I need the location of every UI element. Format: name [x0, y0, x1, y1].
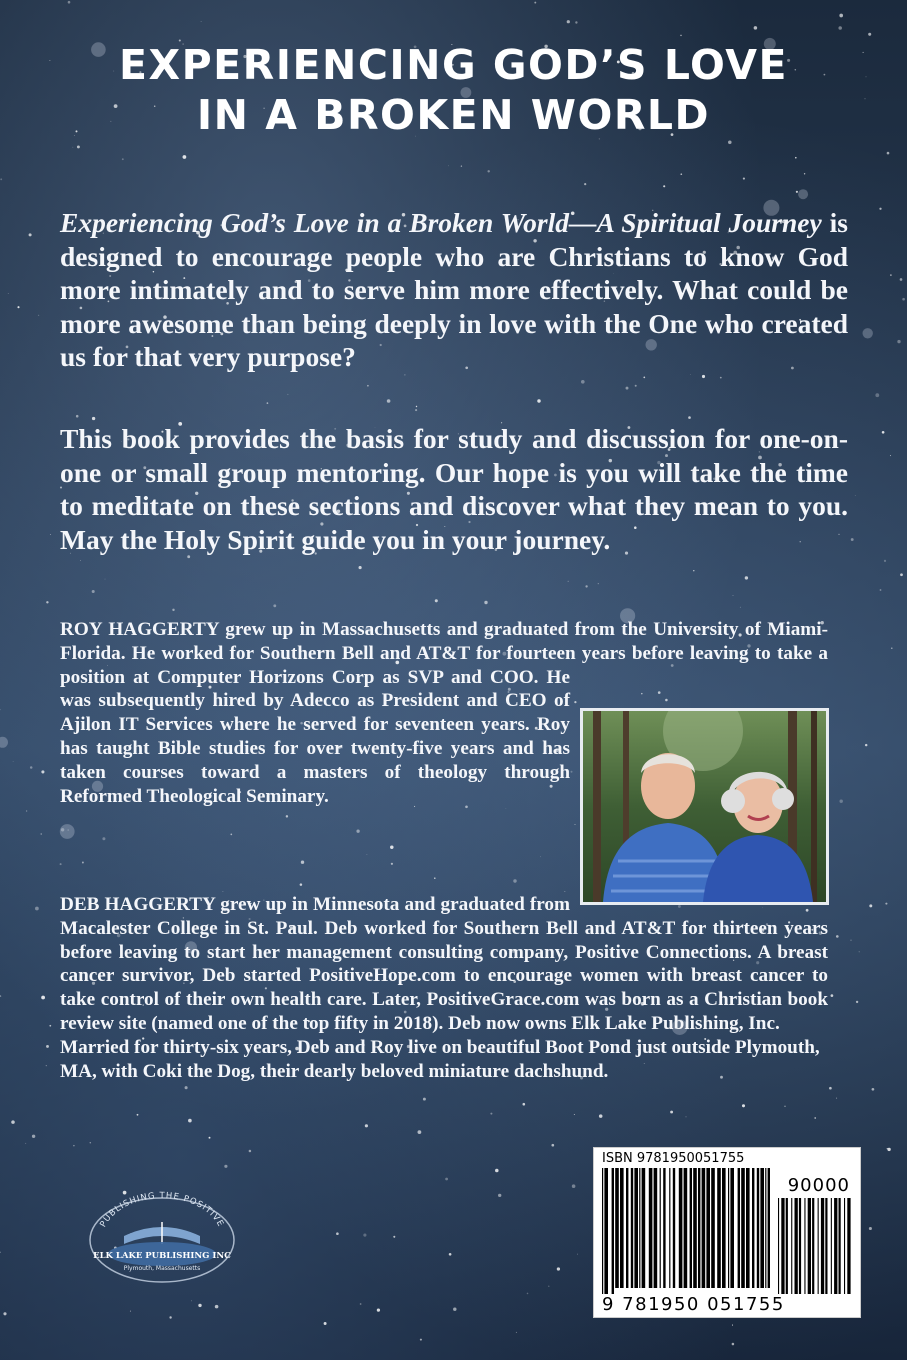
married-text: Married for thirty-six years, Deb and Roy live on beautiful Boot Pond just outside Plymouth, MA, with Coki the Dog, their dearly beloved miniature dachshund.	[60, 1036, 820, 1082]
blurb-book-title: Experiencing God’s Love in a Broken World—A Spiritual Journey	[60, 207, 822, 238]
blurb-paragraph-1	[60, 206, 848, 374]
deb-bio-block	[60, 893, 828, 1083]
barcode-bars	[602, 1168, 770, 1294]
book-title	[0, 40, 907, 140]
logo-name: ELK LAKE PUBLISHING INC	[93, 1251, 231, 1261]
deb-bio: DEB HAGGERTY grew up in Minnesota and graduated from Macalester College in St. Paul. Deb worked for Southern Bell and AT&T for thirteen years before leaving to start her management consulting company, Positive Connections. A breast cancer survivor, Deb started PositiveHope.com to encourage women with breast cancer to take control of their own health care. Later, PositiveGrace.com was born as a Christian book review site (named one of the top fifty in 2018). Deb now owns Elk Lake Publishing, Inc.	[60, 894, 828, 1034]
author-photo	[580, 708, 829, 905]
isbn-label: ISBN 9781950051755	[602, 1151, 745, 1166]
publisher-logo	[84, 1178, 240, 1286]
isbn-digits: 9 781950 051755	[602, 1294, 785, 1315]
price-barcode-bars	[778, 1198, 852, 1294]
roy-bio-text: ROY HAGGERTY grew up in Massachusetts and graduated from the University of Miami-Florida. He worked for Southern Bell and AT&T for fourteen years before leaving to take a position at Computer Horizons Corp as SVP and COO. He was subsequently hired by Adecco as President and CEO of Ajilon IT Services where he served for seventeen years. Roy has taught Bible studies for over twenty-five years and has taken courses toward a masters of theology through Reformed Theological Seminary.	[60, 619, 828, 807]
logo-arc-text: PUBLISHING THE POSITIVE	[98, 1190, 226, 1230]
blurb-paragraph-2: This book provides the basis for study and discussion for one-on-one or small group mentoring. Our hope is you will take the time to meditate on these sections and discover what they mean to you. May the Holy Spirit guide you in your journey.	[60, 423, 848, 555]
logo-location: Plymouth, Massachusetts	[123, 1265, 201, 1272]
title-line-1: EXPERIENCING GOD’S LOVE	[119, 41, 788, 89]
isbn-barcode	[593, 1147, 861, 1318]
title-line-2: IN A BROKEN WORLD	[196, 91, 711, 139]
blurb-p1-text: is designed to encourage people who are Christians to know God more intimately and to serve him more effectively. What could be more awesome than being deeply in love with the One who created us for that very purpose?	[60, 207, 848, 372]
price-code: 90000	[787, 1175, 850, 1196]
